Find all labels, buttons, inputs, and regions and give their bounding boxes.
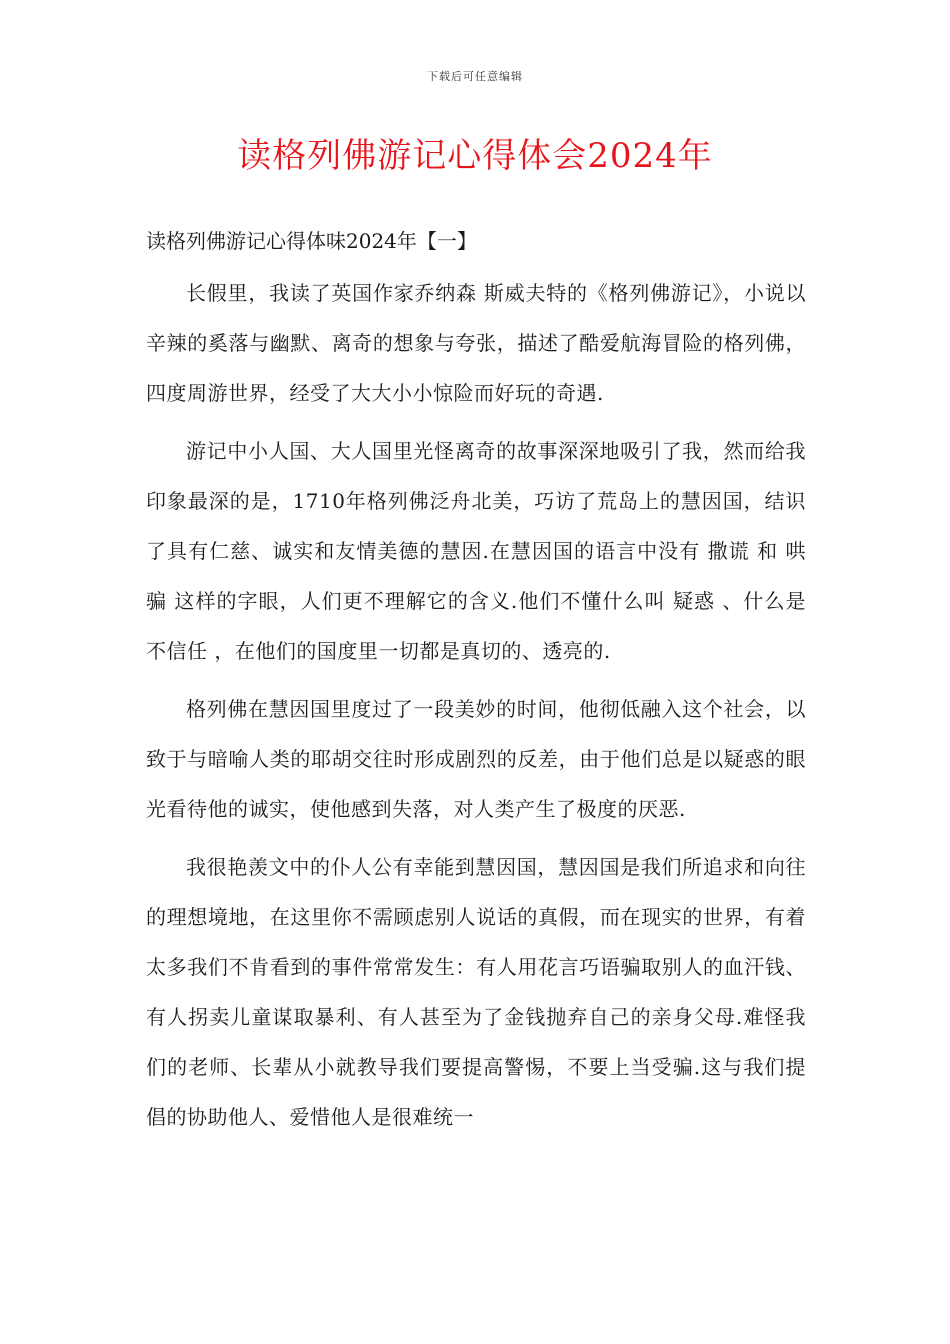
- paragraph-2: 游记中小人国、大人国里光怪离奇的故事深深地吸引了我，然而给我印象最深的是，1710年格列佛泛舟北美，巧访了荒岛上的慧因国，结识了具有仁慈、诚实和友情美德的慧因.在慧因国的语言中没有 撒谎 和 哄骗 这样的字眼，人们更不理解它的含义.他们不懂什么叫 疑惑 、什么是 不信任 ，在他们的国度里一切都是真切的、透亮的.: [146, 439, 806, 663]
- paragraph-3: 格列佛在慧因国里度过了一段美妙的时间，他彻低融入这个社会，以致于与暗喻人类的耶胡交往时形成剧烈的反差，由于他们总是以疑惑的眼光看待他的诚实，使他感到失落，对人类产生了极度的厌恶.: [146, 697, 806, 821]
- section-heading: 读格列佛游记心得体味2024年【一】: [146, 229, 477, 253]
- body-text: [146, 268, 806, 1150]
- paragraph-1: 长假里，我读了英国作家乔纳森 斯威夫特的《格列佛游记》，小说以辛辣的奚落与幽默、离奇的想象与夸张，描述了酷爱航海冒险的格列佛，四度周游世界，经受了大大小小惊险而好玩的奇遇.: [146, 281, 806, 405]
- paragraph-4: 我很艳羡文中的仆人公有幸能到慧因国，慧因国是我们所追求和向往的理想境地，在这里你不需顾虑别人说话的真假，而在现实的世界，有着太多我们不肯看到的事件常常发生：有人用花言巧语骗取别人的血汗钱、有人拐卖儿童谋取暴利、有人甚至为了金钱抛弃自己的亲身父母.难怪我们的老师、长辈从小就教导我们要提高警惕，不要上当受骗.这与我们提倡的协助他人、爱惜他人是很难统一: [146, 855, 806, 1129]
- page-header-note: 下载后可任意编辑: [427, 70, 523, 83]
- document-title: 读格列佛游记心得体会2024年: [237, 136, 713, 176]
